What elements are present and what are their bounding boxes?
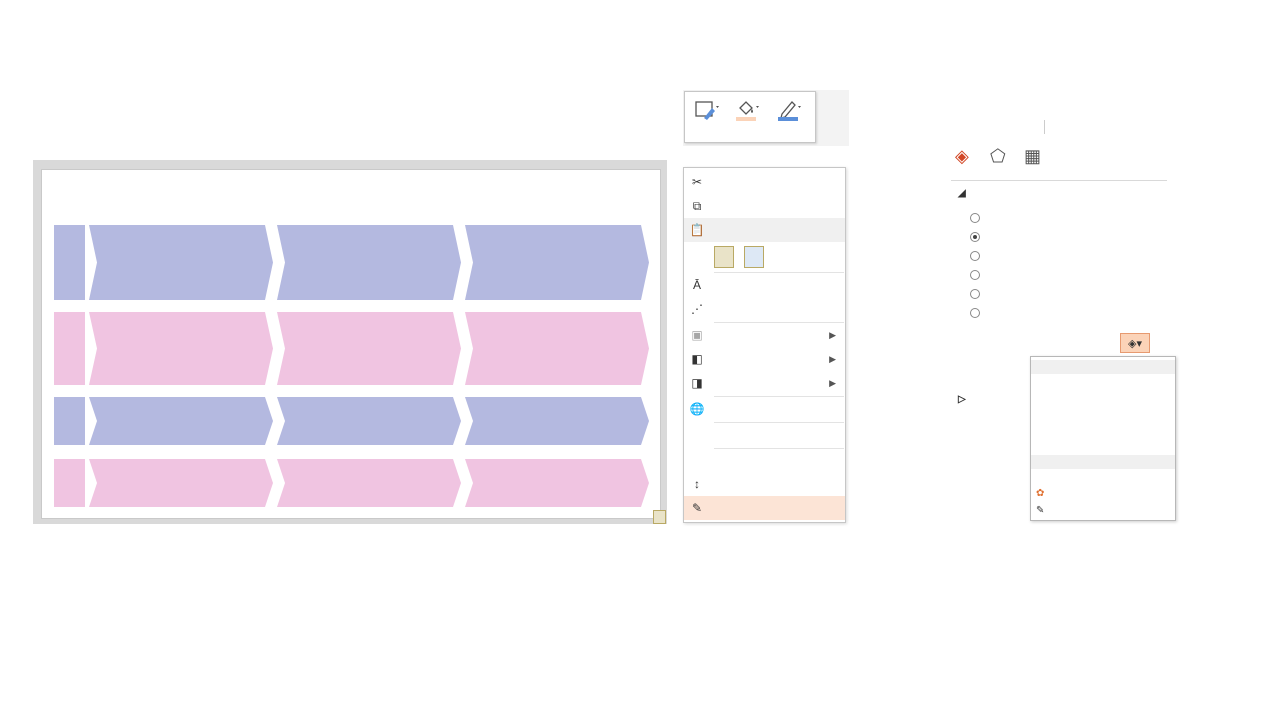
plan-cell[interactable]	[465, 312, 649, 385]
color-palette-dropdown	[1030, 356, 1176, 521]
menu-item-group: ▣ ▶	[684, 323, 845, 347]
plan-cell[interactable]	[465, 397, 649, 445]
menu-item-cut[interactable]	[684, 170, 845, 194]
fill-button[interactable]	[727, 96, 767, 142]
radio-slide-background-fill[interactable]	[970, 308, 985, 318]
menu-item-edit-text[interactable]	[684, 273, 845, 297]
plan-cell[interactable]	[277, 397, 461, 445]
menu-item-bring-to-front[interactable]: ◧ ▶	[684, 347, 845, 371]
fill-section-header[interactable]: ◢	[958, 188, 966, 199]
menu-item-send-to-back[interactable]: ◨ ▶	[684, 371, 845, 395]
plan-row-4	[54, 459, 658, 507]
slide-preview-panel	[33, 160, 667, 524]
standard-colors-header	[1031, 455, 1175, 469]
color-wheel-icon: ✿	[1036, 488, 1045, 499]
theme-colors-header	[1031, 360, 1175, 374]
globe-link-icon: 🌐	[689, 402, 705, 416]
row-side-label[interactable]	[54, 459, 85, 507]
menu-item-hyperlink[interactable]	[684, 397, 845, 421]
menu-item-edit-points[interactable]	[684, 297, 845, 321]
more-colors-item[interactable]	[1036, 488, 1044, 499]
pen-outline-icon	[774, 98, 804, 122]
plan-cell[interactable]	[89, 459, 273, 507]
group-icon: ▣	[691, 328, 703, 342]
plan-cell[interactable]	[277, 459, 461, 507]
plan-row-2	[54, 312, 658, 385]
plan-cell[interactable]	[465, 459, 649, 507]
plan-row-1	[54, 225, 658, 300]
slide-canvas[interactable]	[41, 169, 661, 519]
paste-smart-tag-icon[interactable]	[653, 510, 666, 524]
menu-item-set-default-shape[interactable]	[684, 449, 845, 473]
fill-line-icon[interactable]: ◈	[955, 146, 969, 166]
plan-cell[interactable]	[277, 312, 461, 385]
radio-pattern-fill[interactable]	[970, 289, 985, 299]
radio-picture-texture-fill[interactable]	[970, 270, 985, 280]
shape-style-icon	[692, 98, 722, 122]
color-picker-button[interactable]	[1120, 333, 1150, 353]
paint-bucket-icon: ◈▾	[1128, 337, 1142, 350]
eyedropper-item[interactable]	[1036, 505, 1044, 516]
radio-solid-fill[interactable]	[970, 232, 985, 242]
edit-text-icon: Ā	[692, 278, 701, 292]
row-side-label[interactable]	[54, 312, 85, 385]
plan-cell[interactable]	[465, 225, 649, 300]
row-side-label[interactable]	[54, 397, 85, 445]
eyedropper-icon: ✎	[1036, 505, 1045, 516]
row-side-label[interactable]	[54, 225, 85, 300]
paste-picture-icon[interactable]	[744, 246, 764, 268]
paint-bucket-icon	[732, 98, 762, 122]
pane-divider	[951, 180, 1167, 181]
mini-toolbar-panel	[683, 90, 849, 146]
format-shape-icon: ✎	[691, 501, 703, 515]
context-menu	[683, 167, 846, 523]
menu-item-size-and-position[interactable]	[684, 472, 845, 496]
radio-gradient-fill[interactable]	[970, 251, 985, 261]
radio-no-fill[interactable]	[970, 213, 985, 223]
menu-paste-options-header	[684, 218, 845, 242]
line-section-header[interactable]: ▷	[958, 394, 966, 405]
scissors-icon: ✂	[691, 175, 703, 189]
tab-divider	[1044, 120, 1045, 134]
effects-pentagon-icon[interactable]: ⬠	[990, 146, 1006, 166]
plan-cell[interactable]	[89, 312, 273, 385]
size-position-icon: ↕	[694, 477, 700, 491]
plan-row-3	[54, 397, 658, 445]
menu-item-save-as-picture[interactable]	[684, 423, 845, 447]
plan-cell[interactable]	[89, 225, 273, 300]
bring-to-front-icon: ◧	[691, 352, 703, 366]
plan-cell[interactable]	[277, 225, 461, 300]
format-shape-pane	[950, 86, 1179, 523]
outline-button[interactable]	[769, 96, 809, 142]
plan-cell[interactable]	[89, 397, 273, 445]
mini-toolbar	[684, 91, 816, 143]
size-properties-icon[interactable]: ▦	[1024, 146, 1042, 166]
send-to-back-icon: ◨	[691, 376, 703, 390]
style-button[interactable]	[687, 96, 727, 142]
copy-icon: ⧉	[692, 198, 702, 213]
menu-item-copy[interactable]	[684, 194, 845, 218]
edit-points-icon: ⋰	[691, 302, 703, 316]
clipboard-icon: 📋	[689, 223, 705, 237]
menu-item-format-shape[interactable]	[684, 496, 845, 520]
paste-keep-source-icon[interactable]	[714, 246, 734, 268]
